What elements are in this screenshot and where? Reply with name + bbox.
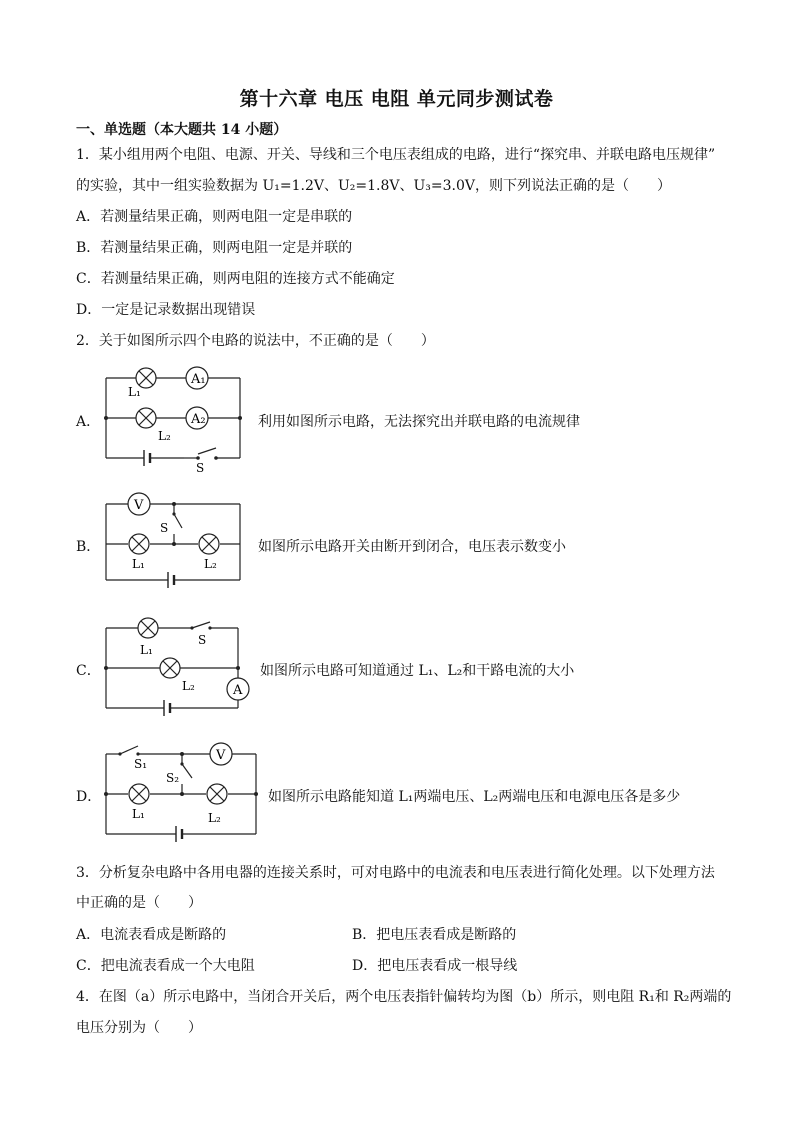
circuit-diagram-c — [98, 614, 253, 722]
q2-stem: 2．关于如图所示四个电路的说法中，不正确的是（ ） — [76, 333, 435, 349]
q3-option-a[interactable]: A．电流表看成是断路的 — [76, 927, 227, 943]
lamp-l2-icon — [160, 658, 180, 678]
lamp-l1-icon — [129, 784, 149, 804]
lamp-l2-icon — [136, 408, 156, 428]
label-v: V — [134, 498, 144, 513]
label-l1: L₁ — [128, 385, 141, 399]
q1-option-a[interactable]: A．若测量结果正确，则两电阻一定是串联的 — [76, 209, 353, 225]
label-s1: S₁ — [134, 757, 148, 771]
label-l2: L₂ — [208, 811, 221, 825]
q3-stem-line2: 中正确的是（ ） — [76, 895, 202, 911]
lamp-l2-icon — [207, 784, 227, 804]
lamp-l1-icon — [129, 534, 149, 554]
q2-option-a-letter[interactable]: A． — [76, 414, 101, 430]
q2-option-b-letter[interactable]: B． — [76, 539, 101, 555]
circuit-diagram-d — [98, 736, 263, 848]
q1-option-d[interactable]: D．一定是记录数据出现错误 — [76, 302, 256, 318]
q3-option-c[interactable]: C．把电流表看成一个大电阻 — [76, 958, 255, 974]
q2-option-c-text[interactable]: 如图所示电路可知道通过 L₁、L₂和干路电流的大小 — [260, 663, 575, 679]
lamp-l2-icon — [199, 534, 219, 554]
label-l1: L₁ — [132, 807, 145, 821]
label-s2: S₂ — [166, 771, 180, 785]
q1-stem-line1: 1．某小组用两个电阻、电源、开关、导线和三个电压表组成的电路，进行“探究串、并联电路电压规律” — [76, 147, 716, 163]
label-s: S — [196, 461, 205, 475]
q2-option-d-text[interactable]: 如图所示电路能知道 L₁两端电压、L₂两端电压和电源电压各是多少 — [268, 789, 681, 805]
q4-stem-line2: 电压分别为（ ） — [76, 1020, 202, 1036]
q1-option-b[interactable]: B．若测量结果正确，则两电阻一定是并联的 — [76, 240, 353, 256]
q1-stem-line2: 的实验，其中一组实验数据为 U₁=1.2V、U₂=1.8V、U₃=3.0V，则下列说法正确的是（ ） — [76, 178, 671, 194]
label-l1: L₁ — [140, 643, 153, 657]
label-a1: A₁ — [191, 372, 206, 387]
label-l1: L₁ — [132, 557, 145, 571]
q1-option-c[interactable]: C．若测量结果正确，则两电阻的连接方式不能确定 — [76, 271, 395, 287]
q3-option-b[interactable]: B．把电压表看成是断路的 — [352, 927, 517, 943]
label-a: A — [233, 683, 243, 698]
q2-option-d-letter[interactable]: D． — [76, 789, 102, 805]
circuit-diagram-b — [98, 490, 248, 594]
circuit-diagram-a — [98, 364, 248, 476]
page-title: 第十六章 电压 电阻 单元同步测试卷 — [239, 88, 554, 110]
label-s: S — [160, 521, 169, 535]
q2-option-a-text[interactable]: 利用如图所示电路，无法探究出并联电路的电流规律 — [258, 414, 580, 430]
q3-option-d[interactable]: D．把电压表看成一根导线 — [352, 958, 518, 974]
label-s: S — [198, 633, 207, 647]
section-heading: 一、单选题（本大题共 14 小题） — [76, 122, 288, 138]
label-v: V — [216, 748, 226, 763]
q3-stem-line1: 3．分析复杂电路中各用电器的连接关系时，可对电路中的电流表和电压表进行简化处理。以下处理方法 — [76, 865, 715, 881]
label-l2: L₂ — [204, 557, 217, 571]
q2-option-c-letter[interactable]: C． — [76, 663, 101, 679]
label-l2: L₂ — [158, 429, 171, 443]
label-l2: L₂ — [182, 679, 195, 693]
q4-stem-line1: 4．在图（a）所示电路中，当闭合开关后，两个电压表指针偏转均为图（b）所示，则电阻 R₁和 R₂两端的 — [76, 989, 732, 1005]
q2-option-b-text[interactable]: 如图所示电路开关由断开到闭合，电压表示数变小 — [258, 539, 566, 555]
lamp-l1-icon — [138, 618, 158, 638]
label-a2: A₂ — [191, 412, 206, 427]
